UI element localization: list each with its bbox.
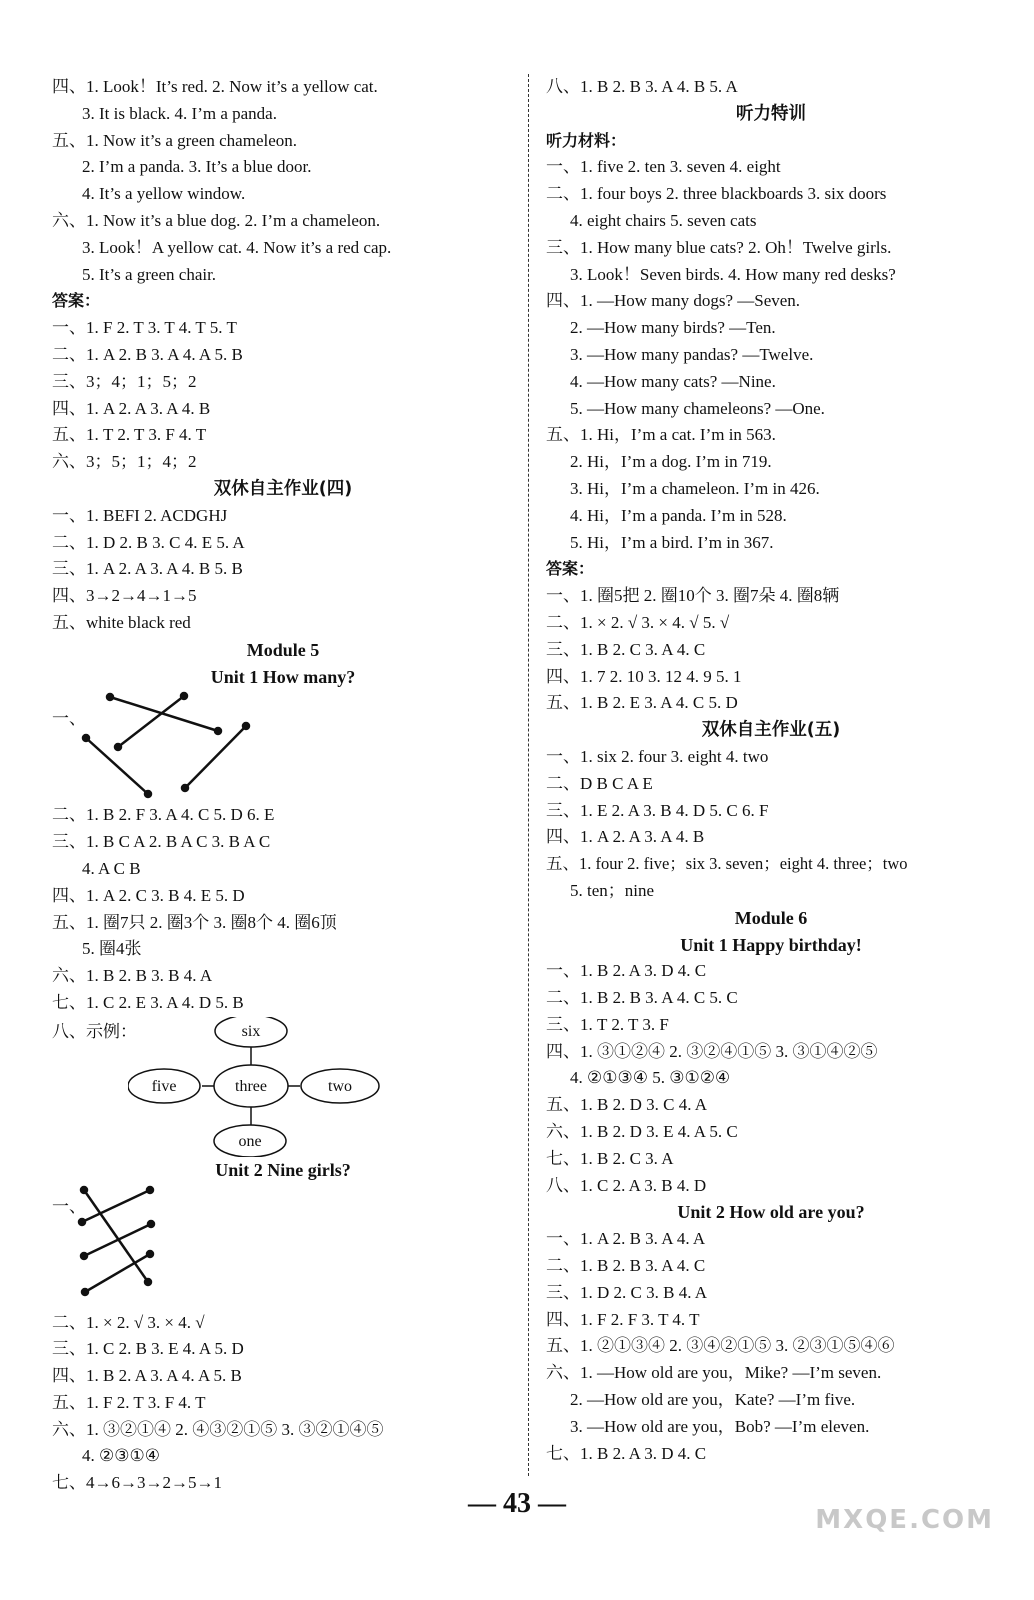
match-line <box>84 1190 148 1282</box>
answer-line: 五、1. F 2. T 3. F 4. T <box>52 1392 206 1412</box>
answer-line: 三、1. T 2. T 3. F <box>546 1014 669 1034</box>
dot <box>107 694 113 700</box>
text-line: 5. —How many chameleons? —One. <box>570 398 825 418</box>
text-line: 四、1. Look！It’s red. 2. Now it’s a yellow cat. <box>52 77 378 96</box>
answer-line: 六、1. —How old are you，Mike? —I’m seven. <box>546 1363 882 1383</box>
answer-line: 三、1. B 2. C 3. A 4. C <box>546 639 706 659</box>
answer-line: 二、1. × 2. √ 3. × 4. √ <box>52 1312 205 1332</box>
answer-line: 三、1. D 2. C 3. B 4. A <box>546 1282 708 1302</box>
dot <box>115 744 121 750</box>
unit-heading: Unit 1 Happy birthday! <box>680 934 862 955</box>
answer-line: 四、1. B 2. A 3. A 4. A 5. B <box>52 1366 242 1386</box>
answer-line: 一、1. six 2. four 3. eight 4. two <box>546 746 769 766</box>
text-line: 五、1. Now it’s a green chameleon. <box>52 130 298 150</box>
answer-line: 四、1. F 2. F 3. T 4. T <box>546 1309 700 1329</box>
answer-line: 四、1. A 2. A 3. A 4. B <box>546 827 705 847</box>
answers-label: 答案： <box>52 291 101 311</box>
section-heading: 双休自主作业(五) <box>701 720 841 741</box>
web-word: two <box>328 1077 352 1095</box>
answer-line: 七、1. B 2. A 3. D 4. C <box>546 1443 707 1463</box>
matching-lines-2 <box>72 1184 232 1310</box>
dot <box>145 1279 151 1285</box>
text-line: 3. —How many pandas? —Twelve. <box>570 344 814 364</box>
answer-line: 六、1. B 2. B 3. B 4. A <box>52 966 213 986</box>
answer-line: 四、1. ③①②④ 2. ③②④①⑤ 3. ③①④②⑤ <box>546 1041 878 1061</box>
text-line: 4. It’s a yellow window. <box>82 184 246 204</box>
dot <box>181 693 187 699</box>
answer-line: 5. ten；nine <box>570 880 655 900</box>
text-line: 三、1. How many blue cats? 2. Oh！Twelve girls. <box>546 237 892 257</box>
unit-heading: Unit 2 Nine girls? <box>215 1159 351 1180</box>
page-number: — 43 — <box>468 1488 566 1519</box>
word-web-diagram <box>128 1017 428 1157</box>
answer-line: 3. —How old are you，Bob? —I’m eleven. <box>570 1416 870 1436</box>
answer-line: 二、1. B 2. B 3. A 4. C <box>546 1256 706 1276</box>
text-line: 5. It’s a green chair. <box>82 264 217 284</box>
text-line: 2. I’m a panda. 3. It’s a blue door. <box>82 157 312 177</box>
answer-line: 一、1. BEFI 2. ACDGHJ <box>52 505 228 525</box>
right-column <box>546 74 996 1467</box>
web-word: six <box>241 1022 261 1040</box>
text-line: 一、1. five 2. ten 3. seven 4. eight <box>546 157 781 177</box>
answer-line: 六、3；5；1；4；2 <box>52 452 197 472</box>
web-word: three <box>235 1077 267 1095</box>
answer-line: 五、1. B 2. E 3. A 4. C 5. D <box>546 693 738 713</box>
module-heading: Module 6 <box>734 907 808 928</box>
answer-line: 三、1. C 2. B 3. E 4. A 5. D <box>52 1339 244 1359</box>
answer-line: 一、1. B 2. A 3. D 4. C <box>546 961 707 981</box>
answer-line: 4. A C B <box>82 858 141 878</box>
text-line: 4. Hi，I’m a panda. I’m in 528. <box>570 505 787 525</box>
web-word: five <box>151 1077 177 1095</box>
watermark: MXQE.COM <box>815 1505 994 1535</box>
answer-line: 4. ②③①④ <box>82 1446 160 1466</box>
example-label: 八、示例： <box>52 1021 137 1041</box>
answer-line: 六、1. B 2. D 3. E 4. A 5. C <box>546 1122 738 1142</box>
answer-line: 二、1. × 2. √ 3. × 4. √ 5. √ <box>546 612 730 632</box>
web-word: one <box>238 1132 262 1150</box>
match-line <box>84 1224 151 1256</box>
answer-line: 七、1. C 2. E 3. A 4. D 5. B <box>52 992 244 1012</box>
text-line: 4. —How many cats? —Nine. <box>570 371 776 391</box>
answer-line: 三、1. E 2. A 3. B 4. D 5. C 6. F <box>546 800 769 820</box>
answer-line: 四、3→2→4→1→5 <box>52 586 197 606</box>
answer-line: 二、D B C A E <box>546 773 653 793</box>
word-web <box>52 1017 514 1157</box>
text-line: 二、1. four boys 2. three blackboards 3. six doors <box>546 184 887 204</box>
text-line: 五、1. Hi，I’m a cat. I’m in 563. <box>546 425 776 445</box>
unit-heading: Unit 1 How many? <box>210 666 356 687</box>
answer-line: 六、1. ③②①④ 2. ④③②①⑤ 3. ③②①④⑤ <box>52 1419 384 1439</box>
answer-line: 五、1. B 2. D 3. C 4. A <box>546 1095 708 1115</box>
answer-line: 三、1. B C A 2. B A C 3. B A C <box>52 832 271 852</box>
answer-line: 八、1. B 2. B 3. A 4. B 5. A <box>546 77 738 96</box>
module-heading: Module 5 <box>246 639 320 660</box>
dot <box>148 1221 154 1227</box>
left-column <box>52 74 514 1497</box>
dot <box>81 1253 87 1259</box>
answer-line: 四、1. A 2. A 3. A 4. B <box>52 398 211 418</box>
answer-line: 五、1. 圈7只 2. 圈3个 3. 圈8个 4. 圈6顶 <box>52 912 337 932</box>
text-line: 5. Hi，I’m a bird. I’m in 367. <box>570 532 774 552</box>
answer-line: 五、white black red <box>52 612 191 632</box>
answer-line: 七、1. B 2. C 3. A <box>546 1148 674 1168</box>
answer-line: 5. 圈4张 <box>82 939 142 959</box>
dot <box>81 1187 87 1193</box>
answer-line: 一、1. 圈5把 2. 圈10个 3. 圈7朵 4. 圈8辆 <box>546 586 840 606</box>
section-heading: 听力特训 <box>736 103 806 124</box>
materials-label: 听力材料： <box>546 130 627 150</box>
matching-figure-2 <box>52 1184 514 1310</box>
answer-line: 一、1. F 2. T 3. T 4. T 5. T <box>52 318 237 338</box>
answer-line: 五、1. ②①③④ 2. ③④②①⑤ 3. ②③①⑤④⑥ <box>546 1336 895 1356</box>
answer-line: 二、1. B 2. B 3. A 4. C 5. C <box>546 988 738 1008</box>
dot <box>182 785 188 791</box>
figure-label: 一、 <box>52 1196 86 1216</box>
dot <box>83 735 89 741</box>
answer-line: 4. ②①③④ 5. ③①②④ <box>570 1068 731 1088</box>
answer-line: 七、4→6→3→2→5→1 <box>52 1473 222 1493</box>
answer-line: 五、1. four 2. five；six 3. seven；eight 4. three；two <box>546 854 908 874</box>
text-line: 3. It is black. 4. I’m a panda. <box>82 103 277 123</box>
dot <box>215 728 221 734</box>
dot <box>82 1289 88 1295</box>
text-line: 2. —How many birds? —Ten. <box>570 318 776 338</box>
text-line: 3. Hi，I’m a chameleon. I’m in 426. <box>570 478 820 498</box>
text-line: 2. Hi，I’m a dog. I’m in 719. <box>570 452 772 472</box>
text-line: 四、1. —How many dogs? —Seven. <box>546 291 801 311</box>
unit-heading: Unit 2 How old are you? <box>677 1202 865 1223</box>
answer-line: 四、1. 7 2. 10 3. 12 4. 9 5. 1 <box>546 666 742 686</box>
text-line: 3. Look！Seven birds. 4. How many red desks? <box>570 264 896 284</box>
dot <box>147 1187 153 1193</box>
dot <box>145 791 151 797</box>
section-heading: 双休自主作业(四) <box>213 478 353 499</box>
figure-label: 一、 <box>52 709 86 729</box>
answer-line: 一、1. A 2. B 3. A 4. A <box>546 1229 706 1249</box>
answer-line: 2. —How old are you，Kate? —I’m five. <box>570 1390 856 1410</box>
match-line <box>82 1190 150 1222</box>
dot <box>147 1251 153 1257</box>
matching-figure-1 <box>52 690 514 802</box>
dot <box>243 723 249 729</box>
dot <box>79 1219 85 1225</box>
answers-label: 答案： <box>546 559 595 579</box>
column-divider <box>528 74 529 1476</box>
matching-lines-1 <box>72 690 312 802</box>
match-line <box>110 697 218 731</box>
answer-line: 二、1. D 2. B 3. C 4. E 5. A <box>52 532 245 552</box>
match-line <box>185 726 246 788</box>
answer-line: 二、1. B 2. F 3. A 4. C 5. D 6. E <box>52 805 275 825</box>
text-line: 4. eight chairs 5. seven cats <box>570 210 757 230</box>
answer-line: 五、1. T 2. T 3. F 4. T <box>52 425 207 445</box>
text-line: 六、1. Now it’s a blue dog. 2. I’m a chameleon. <box>52 210 381 230</box>
answer-line: 二、1. A 2. B 3. A 4. A 5. B <box>52 344 243 364</box>
answer-line: 三、3；4；1；5；2 <box>52 371 197 391</box>
answer-line: 四、1. A 2. C 3. B 4. E 5. D <box>52 885 245 905</box>
text-line: 3. Look！A yellow cat. 4. Now it’s a red cap. <box>82 237 392 257</box>
answer-line: 八、1. C 2. A 3. B 4. D <box>546 1175 707 1195</box>
answer-line: 三、1. A 2. A 3. A 4. B 5. B <box>52 559 243 579</box>
